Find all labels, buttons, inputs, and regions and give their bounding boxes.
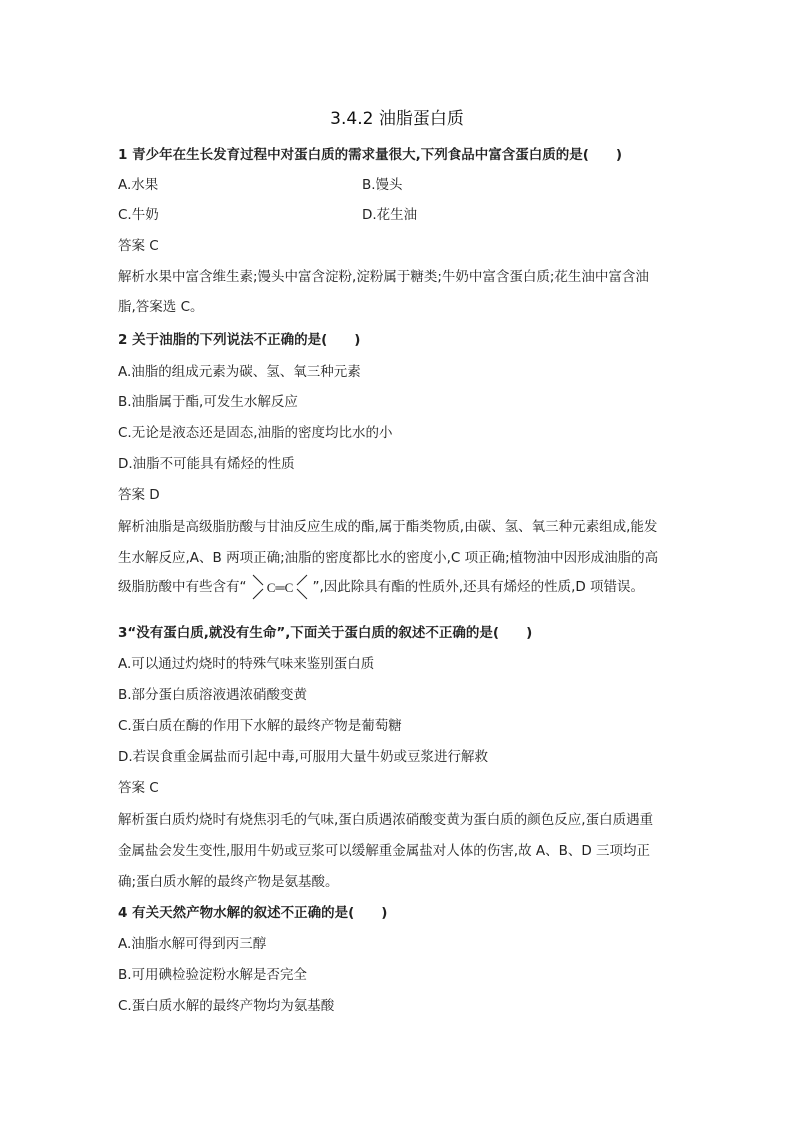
q1-options-row1 bbox=[118, 176, 403, 194]
q1-options-row2 bbox=[118, 206, 418, 224]
q2-option-b: B.油脂属于酯,可发生水解反应 bbox=[118, 394, 298, 410]
q2-explanation-line3-end: ”,因此除具有酯的性质外,还具有烯烃的性质,D 项错误。 bbox=[312, 579, 645, 595]
q3-stem: 3“没有蛋白质,就没有生命”,下面关于蛋白质的叙述不正确的是( ) bbox=[118, 625, 533, 641]
q3-explanation-line2: 金属盐会发生变性,服用牛奶或豆浆可以缓解重金属盐对人体的伤害,故 A、B、D 三项均正 bbox=[118, 843, 651, 859]
q1-option-d: D.花生油 bbox=[362, 207, 418, 223]
q4-stem: 4 有关天然产物水解的叙述不正确的是( ) bbox=[118, 905, 388, 921]
q1-explanation-line2: 脂,答案选 C。 bbox=[118, 299, 204, 315]
q2-explanation-line2: 生水解反应,A、B 两项正确;油脂的密度都比水的密度小,C 项正确;植物油中因形成油脂的高 bbox=[118, 550, 659, 566]
q2-explanation-line1: 解析油脂是高级脂肪酸与甘油反应生成的酯,属于酯类物质,由碳、氢、氧三种元素组成,能发 bbox=[118, 519, 658, 535]
q1-option-c: C.牛奶 bbox=[118, 207, 159, 223]
q2-option-a: A.油脂的组成元素为碳、氢、氧三种元素 bbox=[118, 364, 361, 380]
q1-answer: 答案 C bbox=[118, 238, 159, 254]
q3-option-a: A.可以通过灼烧时的特殊气味来鉴别蛋白质 bbox=[118, 656, 375, 672]
q2-explanation-line3 bbox=[118, 572, 644, 602]
q1-option-b: B.馒头 bbox=[362, 177, 403, 193]
q3-option-c: C.蛋白质在酶的作用下水解的最终产物是葡萄糖 bbox=[118, 718, 402, 734]
q1-explanation-line1: 解析水果中富含维生素;馒头中富含淀粉,淀粉属于糖类;牛奶中富含蛋白质;花生油中富含油 bbox=[118, 269, 649, 285]
q3-option-d: D.若误食重金属盐而引起中毒,可服用大量牛奶或豆浆进行解救 bbox=[118, 749, 488, 765]
page-title: 3.4.2 油脂蛋白质 bbox=[330, 109, 464, 129]
q2-option-c: C.无论是液态还是固态,油脂的密度均比水的小 bbox=[118, 425, 393, 441]
q2-answer: 答案 D bbox=[118, 487, 160, 503]
q2-stem: 2 关于油脂的下列说法不正确的是( ) bbox=[118, 332, 361, 348]
q3-explanation-line3: 确;蛋白质水解的最终产物是氨基酸。 bbox=[118, 874, 339, 890]
formula-text: C═C bbox=[266, 580, 293, 595]
q4-option-a: A.油脂水解可得到丙三醇 bbox=[118, 936, 267, 952]
alkene-double-bond-formula bbox=[249, 572, 311, 602]
q3-answer: 答案 C bbox=[118, 780, 159, 796]
q2-explanation-line3-start: 级脂肪酸中有些含有“ bbox=[118, 579, 247, 595]
q4-option-b: B.可用碘检验淀粉水解是否完全 bbox=[118, 967, 308, 983]
q3-explanation-line1: 解析蛋白质灼烧时有烧焦羽毛的气味,蛋白质遇浓硝酸变黄为蛋白质的颜色反应,蛋白质遇重 bbox=[118, 812, 654, 828]
q4-option-c: C.蛋白质水解的最终产物均为氨基酸 bbox=[118, 998, 335, 1014]
q1-stem: 1 青少年在生长发育过程中对蛋白质的需求量很大,下列食品中富含蛋白质的是( ) bbox=[118, 147, 623, 163]
q3-option-b: B.部分蛋白质溶液遇浓硝酸变黄 bbox=[118, 687, 308, 703]
q1-option-a: A.水果 bbox=[118, 177, 159, 193]
q2-option-d: D.油脂不可能具有烯烃的性质 bbox=[118, 456, 295, 472]
